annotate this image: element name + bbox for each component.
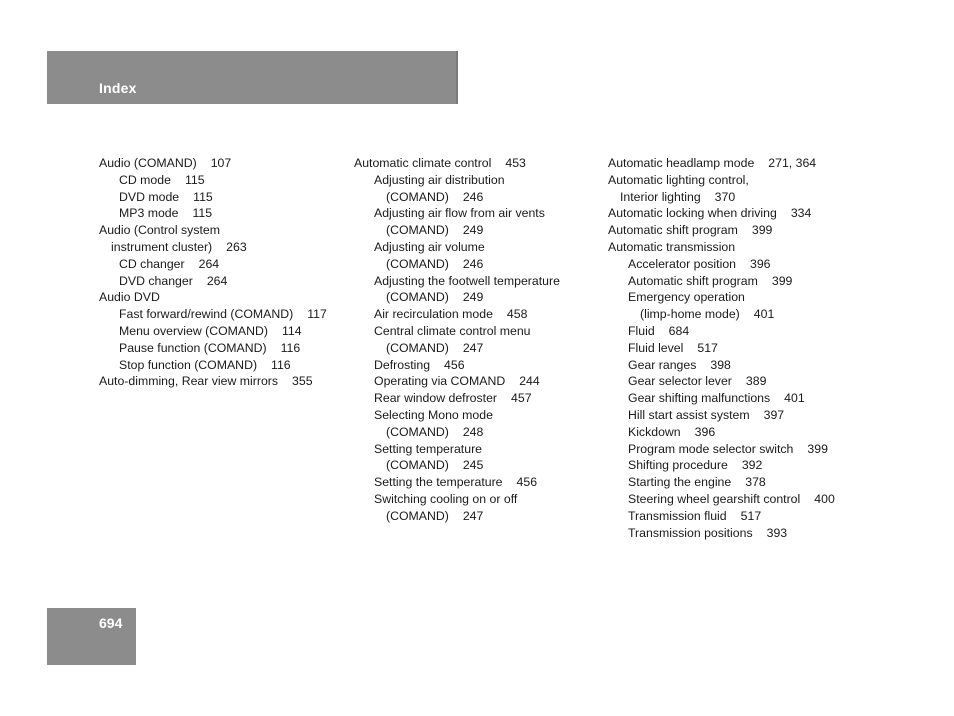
index-entry-text: (COMAND) bbox=[386, 508, 449, 523]
index-entry-text: Hill start assist system bbox=[628, 407, 750, 422]
index-page-ref[interactable]: 244 bbox=[519, 374, 540, 389]
index-entry-text: CD mode bbox=[119, 172, 171, 187]
index-page-ref[interactable]: 684 bbox=[668, 323, 690, 338]
index-entry bbox=[354, 205, 560, 222]
index-entry bbox=[608, 357, 835, 374]
index-entry-text: Automatic shift program bbox=[628, 273, 758, 288]
index-entry-text: Automatic headlamp mode bbox=[608, 156, 755, 170]
index-entry-text: Transmission positions bbox=[628, 525, 753, 540]
index-entry-text: (COMAND) bbox=[386, 458, 449, 473]
index-page-ref[interactable]: 107 bbox=[210, 156, 232, 170]
index-entry bbox=[354, 457, 560, 474]
index-entry-text: Starting the engine bbox=[628, 475, 732, 490]
index-page-ref[interactable]: 456 bbox=[516, 475, 538, 490]
index-entry-text: Steering wheel gearshift control bbox=[628, 491, 801, 506]
index-page-ref[interactable]: 392 bbox=[741, 458, 763, 473]
index-entry-text: Gear selector lever bbox=[628, 374, 732, 389]
index-entry bbox=[608, 441, 835, 458]
index-page-ref[interactable]: 115 bbox=[184, 172, 205, 187]
index-entry bbox=[99, 205, 327, 222]
index-entry bbox=[354, 256, 560, 273]
index-page-ref[interactable]: 378 bbox=[745, 475, 766, 490]
index-entry-text: Menu overview (COMAND) bbox=[119, 323, 268, 338]
index-entry bbox=[99, 323, 327, 340]
index-entry bbox=[354, 340, 560, 357]
index-entry-text: Fast forward/rewind (COMAND) bbox=[119, 307, 294, 322]
index-page-ref[interactable]: 249 bbox=[462, 290, 484, 305]
index-entry-text: (COMAND) bbox=[386, 223, 449, 238]
index-page-ref[interactable]: 246 bbox=[462, 189, 484, 204]
index-entry bbox=[608, 508, 835, 525]
index-entry bbox=[354, 189, 560, 206]
index-entry-text: Automatic transmission bbox=[608, 239, 736, 254]
index-entry-text: Accelerator position bbox=[628, 256, 736, 271]
index-entry bbox=[608, 424, 835, 441]
index-page-ref[interactable]: 115 bbox=[193, 189, 213, 204]
index-entry-text: Gear ranges bbox=[628, 357, 697, 372]
index-entry bbox=[99, 155, 327, 172]
index-entry bbox=[608, 289, 835, 306]
index-page-ref[interactable]: 401 bbox=[753, 307, 775, 322]
index-entry bbox=[608, 239, 835, 256]
index-entry-text: Transmission fluid bbox=[628, 508, 727, 523]
index-page-ref[interactable]: 517 bbox=[697, 340, 718, 355]
index-entry-text: Fluid bbox=[628, 323, 655, 338]
index-entry-text: Gear shifting malfunctions bbox=[628, 391, 771, 406]
index-page-ref[interactable]: 397 bbox=[763, 407, 785, 422]
index-page-ref[interactable]: 399 bbox=[751, 223, 773, 238]
index-entry-text: (COMAND) bbox=[386, 189, 449, 204]
index-page-ref[interactable]: 389 bbox=[745, 374, 767, 389]
index-entry bbox=[354, 491, 560, 508]
index-page-ref[interactable]: 247 bbox=[462, 508, 484, 523]
index-entry-text: (COMAND) bbox=[386, 256, 449, 271]
index-entry bbox=[354, 373, 560, 390]
index-entry bbox=[354, 441, 560, 458]
index-entry-text: Switching cooling on or off bbox=[374, 491, 518, 506]
index-entry bbox=[99, 306, 327, 323]
index-page-ref[interactable]: 245 bbox=[462, 458, 484, 473]
index-entry-text: Fluid level bbox=[628, 340, 684, 355]
index-entry bbox=[354, 239, 560, 256]
index-entry bbox=[608, 373, 835, 390]
index-page-ref[interactable]: 249 bbox=[462, 223, 484, 238]
index-entry-text: MP3 mode bbox=[119, 206, 179, 221]
index-entry-text: Operating via COMAND bbox=[374, 374, 506, 389]
index-entry bbox=[354, 306, 560, 323]
index-entry bbox=[608, 525, 835, 542]
index-entry-text: Automatic lighting control, bbox=[608, 172, 749, 187]
index-entry-text: Air recirculation mode bbox=[374, 307, 493, 322]
index-entry bbox=[608, 256, 835, 273]
index-page-ref[interactable]: 334 bbox=[790, 206, 812, 221]
index-entry-text: Audio (COMAND) bbox=[99, 156, 197, 170]
index-entry-text: Selecting Mono mode bbox=[374, 407, 493, 422]
index-page-ref[interactable]: 398 bbox=[710, 357, 731, 372]
index-page-ref[interactable]: 370 bbox=[714, 189, 736, 204]
index-page-ref[interactable]: 248 bbox=[462, 424, 484, 439]
index-entry bbox=[354, 407, 560, 424]
index-entry-text: Setting the temperature bbox=[374, 475, 503, 490]
index-entry-text: (COMAND) bbox=[386, 340, 449, 355]
index-page-ref[interactable]: 264 bbox=[206, 273, 228, 288]
index-entry bbox=[99, 189, 327, 206]
index-column-1 bbox=[99, 155, 327, 390]
index-entry-text: Adjusting air flow from air vents bbox=[374, 206, 545, 221]
index-page-ref[interactable]: 115 bbox=[192, 206, 213, 221]
index-entry-text: Audio (Control system bbox=[99, 223, 220, 238]
index-entry-text: DVD changer bbox=[119, 273, 193, 288]
index-entry bbox=[99, 239, 327, 256]
page-number-tab bbox=[47, 608, 136, 665]
index-entry bbox=[608, 205, 835, 222]
index-page-ref[interactable]: 355 bbox=[292, 374, 313, 389]
index-entry-text: Audio DVD bbox=[99, 290, 160, 305]
index-entry-text: Defrosting bbox=[374, 357, 431, 372]
index-entry-text: Adjusting the footwell temperature bbox=[374, 273, 560, 288]
page-number: 694 bbox=[99, 615, 123, 631]
index-page-ref[interactable]: 400 bbox=[814, 491, 835, 506]
index-page-ref[interactable]: 456 bbox=[444, 357, 465, 372]
index-entry bbox=[608, 273, 835, 290]
index-entry bbox=[608, 390, 835, 407]
index-entry-text: Automatic shift program bbox=[608, 223, 738, 238]
index-page-ref[interactable]: 396 bbox=[750, 256, 771, 271]
index-entry-text: Auto-dimming, Rear view mirrors bbox=[99, 374, 279, 389]
index-entry bbox=[608, 340, 835, 357]
index-page-ref[interactable]: 246 bbox=[462, 256, 484, 271]
index-entry bbox=[608, 474, 835, 491]
index-entry-text: DVD mode bbox=[119, 189, 180, 204]
index-entry bbox=[99, 340, 327, 357]
index-entry-text: (COMAND) bbox=[386, 290, 449, 305]
index-entry bbox=[99, 222, 327, 239]
index-entry bbox=[354, 508, 560, 525]
index-entry-text: Automatic locking when driving bbox=[608, 206, 777, 221]
header-bar bbox=[47, 51, 458, 104]
index-entry-text: CD changer bbox=[119, 256, 185, 271]
index-page-ref[interactable]: 401 bbox=[784, 391, 805, 406]
index-entry-text: Central climate control menu bbox=[374, 323, 531, 338]
index-column-2 bbox=[354, 155, 560, 525]
index-entry bbox=[354, 357, 560, 374]
index-page-ref[interactable]: 117 bbox=[307, 307, 327, 322]
index-entry bbox=[354, 273, 560, 290]
index-page-ref[interactable]: 247 bbox=[462, 340, 484, 355]
index-entry bbox=[354, 390, 560, 407]
index-entry bbox=[354, 172, 560, 189]
index-entry-text: Pause function (COMAND) bbox=[119, 340, 267, 355]
index-entry bbox=[608, 457, 835, 474]
index-entry-text: Setting temperature bbox=[374, 441, 483, 456]
index-entry-text: Interior lighting bbox=[620, 189, 701, 204]
index-entry bbox=[354, 289, 560, 306]
index-entry-text: instrument cluster) bbox=[111, 239, 213, 254]
index-entry bbox=[608, 491, 835, 508]
index-entry bbox=[99, 357, 327, 374]
index-entry bbox=[608, 222, 835, 239]
index-page-ref[interactable]: 116 bbox=[280, 340, 301, 355]
index-entry bbox=[354, 424, 560, 441]
index-page-ref[interactable]: 114 bbox=[281, 323, 302, 338]
index-entry bbox=[99, 289, 327, 306]
index-entry bbox=[608, 407, 835, 424]
index-entry bbox=[354, 474, 560, 491]
index-page-ref[interactable]: 517 bbox=[740, 508, 762, 523]
index-page-ref[interactable]: 264 bbox=[198, 256, 220, 271]
index-page-ref[interactable]: 271, 364 bbox=[768, 156, 817, 170]
index-entry bbox=[354, 155, 560, 172]
index-entry bbox=[354, 222, 560, 239]
index-page-ref[interactable]: 458 bbox=[506, 307, 528, 322]
index-page-ref[interactable]: 399 bbox=[771, 273, 793, 288]
index-entry bbox=[608, 155, 835, 172]
index-entry bbox=[608, 189, 835, 206]
index-entry bbox=[608, 306, 835, 323]
index-entry bbox=[99, 172, 327, 189]
index-page-ref[interactable]: 393 bbox=[766, 525, 788, 540]
index-entry-text: Stop function (COMAND) bbox=[119, 357, 258, 372]
index-entry-text: Emergency operation bbox=[628, 290, 745, 305]
index-page-ref[interactable]: 396 bbox=[694, 424, 716, 439]
index-page-ref[interactable]: 263 bbox=[226, 239, 247, 254]
index-entry-text: Automatic climate control bbox=[354, 156, 492, 170]
index-entry-text: Shifting procedure bbox=[628, 458, 728, 473]
index-entry bbox=[99, 373, 327, 390]
index-column-3 bbox=[608, 155, 835, 541]
index-page-ref[interactable]: 399 bbox=[807, 441, 828, 456]
index-entry-text: (COMAND) bbox=[386, 424, 449, 439]
index-entry bbox=[354, 323, 560, 340]
index-entry-text: Adjusting air distribution bbox=[374, 172, 505, 187]
index-entry-text: Adjusting air volume bbox=[374, 239, 485, 254]
index-page-ref[interactable]: 453 bbox=[505, 156, 526, 170]
index-page-ref[interactable]: 116 bbox=[271, 357, 291, 372]
index-entry bbox=[608, 172, 835, 189]
index-page-ref[interactable]: 457 bbox=[511, 391, 532, 406]
index-entry bbox=[99, 273, 327, 290]
index-entry bbox=[99, 256, 327, 273]
index-entry-text: Rear window defroster bbox=[374, 391, 498, 406]
index-entry-text: Program mode selector switch bbox=[628, 441, 794, 456]
page-title: Index bbox=[99, 80, 137, 96]
index-entry-text: Kickdown bbox=[628, 424, 681, 439]
index-entry-text: (limp-home mode) bbox=[640, 307, 740, 322]
index-entry bbox=[608, 323, 835, 340]
